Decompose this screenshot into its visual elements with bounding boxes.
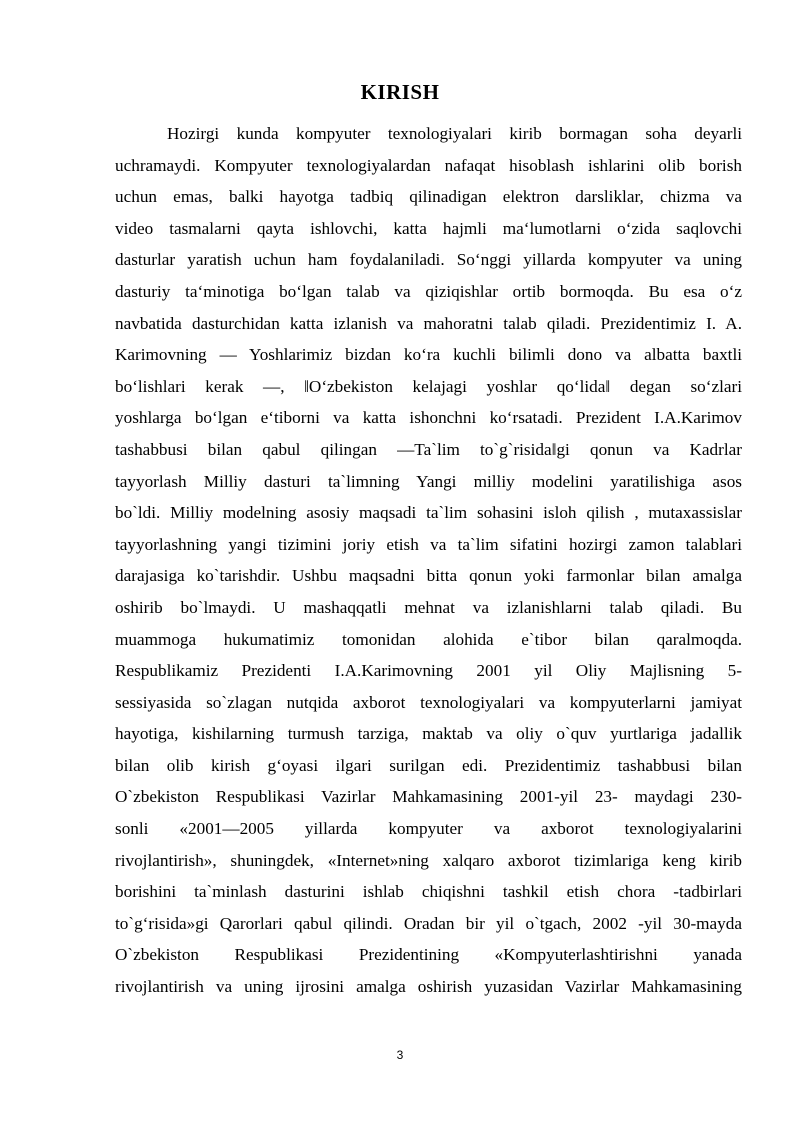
text-line: tashabbusi bilan qabul qilingan —Ta`lim to`g`risida‖gi qonun va Kadrlar bbox=[115, 439, 742, 459]
text-line: rivojlantirish», shuningdek, «Internet»ning xalqaro axborot tizimlariga keng kirib bbox=[115, 850, 742, 870]
text-line: uchramaydi. Kompyuter texnologiyalardan nafaqat hisoblash ishlarini olib borish bbox=[115, 155, 742, 175]
body-paragraph bbox=[115, 118, 742, 1003]
text-line: dasturiy ta‘minotiga bo‘lgan talab va qiziqishlar ortib bormoqda. Bu esa o‘z bbox=[115, 281, 742, 301]
text-line: uchun emas, balki hayotga tadbiq qilinadigan elektron darsliklar, chizma va bbox=[115, 187, 742, 207]
text-line: oshirib bo`lmaydi. U mashaqqatli mehnat va izlanishlarni talab qiladi. Bu bbox=[115, 597, 742, 617]
text-line: rivojlantirish va uning ijrosini amalga oshirish yuzasidan Vazirlar Mahkamasining bbox=[115, 977, 742, 997]
page-number: 3 bbox=[396, 1048, 404, 1062]
text-line: muammoga hukumatimiz tomonidan alohida e`tibor bilan qaralmoqda. bbox=[115, 629, 742, 649]
text-line: navbatida dasturchidan katta izlanish va mahoratni talab qiladi. Prezidentimiz I. A. bbox=[115, 313, 742, 333]
text-line: darajasiga ko`tarishdir. Ushbu maqsadni bitta qonun yoki farmonlar bilan amalga bbox=[115, 566, 742, 586]
text-line: Hozirgi kunda kompyuter texnologiyalari kirib bormagan soha deyarli bbox=[167, 124, 742, 143]
text-line: hayotiga, kishilarning turmush tarziga, maktab va oliy o`quv yurtlariga jadallik bbox=[115, 724, 742, 744]
text-line: bo`ldi. Milliy modelning asosiy maqsadi ta`lim sohasini isloh qilish , mutaxassislar bbox=[115, 503, 742, 523]
text-line: video tasmalarni qayta ishlovchi, katta hajmli ma‘lumotlarni o‘zida saqlovchi bbox=[115, 218, 742, 238]
text-line: O`zbekiston Respublikasi Vazirlar Mahkamasining 2001-yil 23- maydagi 230- bbox=[115, 787, 742, 807]
text-line: bo‘lishlari kerak —, ‖O‘zbekiston kelajagi yoshlar qo‘lida‖ degan so‘zlari bbox=[115, 376, 742, 396]
text-line: tayyorlash Milliy dasturi ta`limning Yangi milliy modelini yaratilishiga asos bbox=[115, 471, 742, 491]
text-line: sessiyasida so`zlagan nutqida axborot texnologiyalari va kompyuterlarni jamiyat bbox=[115, 692, 742, 712]
text-line: to`g‘risida»gi Qarorlari qabul qilindi. Oradan bir yil o`tgach, 2002 -yil 30-mayda bbox=[115, 913, 742, 933]
text-line: O`zbekiston Respublikasi Prezidentining «Kompyuterlashtirishni yanada bbox=[115, 945, 742, 965]
text-line: tayyorlashning yangi tizimini joriy etish va ta`lim sifatini hozirgi zamon talablari bbox=[115, 534, 742, 554]
text-line: Respublikamiz Prezidenti I.A.Karimovning 2001 yil Oliy Majlisning 5- bbox=[115, 661, 742, 681]
text-line: bilan olib kirish g‘oyasi ilgari surilgan edi. Prezidentimiz tashabbusi bilan bbox=[115, 755, 742, 775]
text-line: borishini ta`minlash dasturini ishlab chiqishni tashkil etish chora -tadbirlari bbox=[115, 882, 742, 902]
text-line: dasturlar yaratish uchun ham foydalaniladi. So‘nggi yillarda kompyuter va uning bbox=[115, 250, 742, 270]
text-line: Karimovning — Yoshlarimiz bizdan ko‘ra kuchli bilimli dono va albatta baxtli bbox=[115, 345, 742, 365]
page-title: KIRISH bbox=[360, 80, 440, 104]
text-line: yoshlarga bo‘lgan e‘tiborni va katta ishonchni ko‘rsatadi. Prezident I.A.Karimov bbox=[115, 408, 742, 428]
text-line: sonli «2001—2005 yillarda kompyuter va axborot texnologiyalarini bbox=[115, 819, 742, 839]
